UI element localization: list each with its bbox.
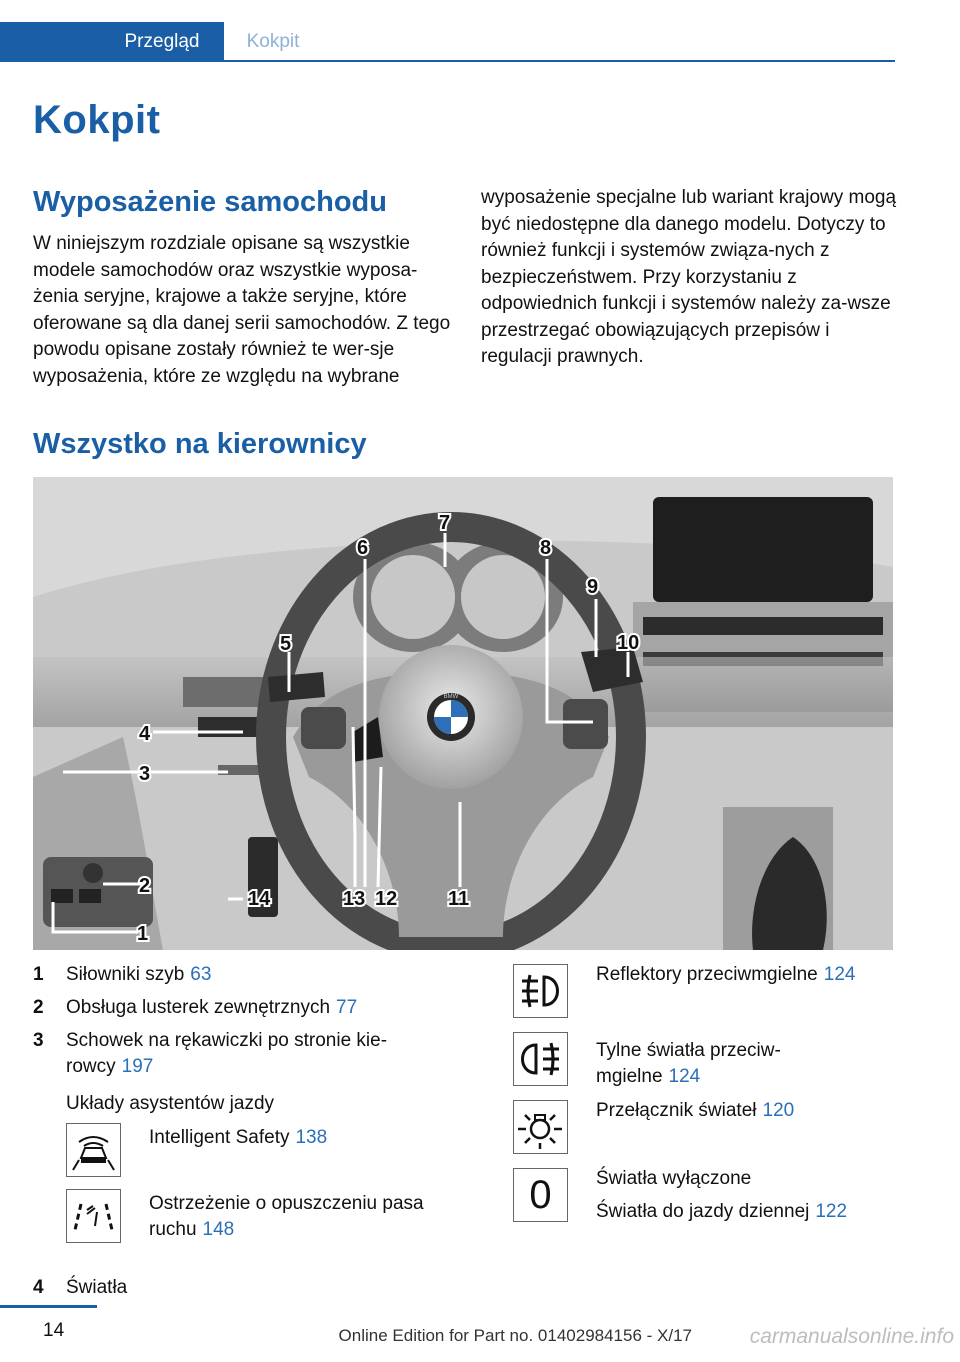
zero-icon: 0	[513, 1168, 568, 1222]
tab-przeglad[interactable]: Przegląd	[100, 22, 224, 60]
cockpit-illustration	[33, 477, 893, 950]
page-ref[interactable]: 124	[823, 964, 856, 985]
front-fog-row	[513, 962, 943, 1030]
lane-departure-text: Ostrzeżenie o opuszczeniu pasa ruchu 148	[149, 1193, 424, 1240]
legend-right	[513, 962, 943, 1234]
callout-9: 9	[587, 576, 599, 598]
page-ref[interactable]: 63	[190, 964, 212, 985]
legend-left	[33, 962, 463, 1305]
page-ref[interactable]: 148	[202, 1219, 235, 1240]
intelligent-safety-icon	[66, 1123, 121, 1177]
page-ref[interactable]: 120	[762, 1100, 795, 1121]
edition-text: Online Edition for Part no. 01402984156 - X/17	[338, 1326, 692, 1345]
assist-heading: Układy asystentów jazdy	[66, 1093, 275, 1114]
lights-off-text: Światła wyłączone Światła do jazdy dziennej 122	[596, 1168, 848, 1222]
tab-kokpit[interactable]: Kokpit	[246, 31, 300, 52]
watermark: carmanualsonline.info	[749, 1325, 954, 1348]
callout-3: 3	[139, 763, 151, 785]
page-ref[interactable]: 77	[336, 997, 358, 1018]
callout-12: 12	[375, 888, 398, 910]
equipment-text-right: wyposażenie specjalne lub wariant krajowy mogą być niedostępne dla danego modelu. Dotyczy to również funkcji i systemów związa-nych z bezpieczeństwem. Przy korzystaniu z odpowiednich funkcji i systemów należy za-wsze przestrzegać obowiązujących przepisów i regulacji prawnych.	[481, 187, 897, 367]
callout-8: 8	[540, 537, 552, 559]
callout-7: 7	[439, 512, 451, 534]
light-switch-text: Przełącznik świateł 120	[596, 1100, 795, 1121]
lane-departure-row	[33, 1189, 463, 1275]
display-screen	[653, 497, 873, 602]
callout-1: 1	[137, 923, 149, 945]
lights-off-row	[513, 1166, 943, 1234]
cockpit-svg	[33, 477, 893, 950]
callout-10: 10	[617, 632, 640, 654]
callout-11: 11	[448, 888, 470, 910]
callout-13: 13	[343, 888, 366, 910]
callout-2: 2	[139, 875, 151, 897]
callout-6: 6	[357, 537, 369, 559]
page-number: 14	[43, 1320, 65, 1341]
intelligent-safety-row	[33, 1123, 463, 1189]
front-fog-text: Reflektory przeciwmgielne 124	[596, 964, 856, 985]
callout-5: 5	[280, 633, 292, 655]
front-fog-icon	[513, 964, 568, 1018]
section-heading-steering: Wszystko na kierownicy	[33, 428, 367, 460]
callout-4: 4	[139, 723, 151, 745]
light-switch-icon	[513, 1100, 568, 1154]
legend-item-3: 3 Schowek na rękawiczki po stronie kie- rowcy 197	[33, 1030, 388, 1077]
section-heading-equipment: Wyposażenie samochodu	[33, 186, 387, 218]
legend-item-1: 1 Siłowniki szyb 63	[33, 964, 212, 985]
page-ref[interactable]: 197	[121, 1056, 154, 1077]
rear-fog-icon	[513, 1032, 568, 1086]
rear-fog-text: Tylne światła przeciw- mgielne 124	[596, 1040, 781, 1087]
page-title: Kokpit	[33, 98, 161, 142]
footer-rule	[0, 1305, 97, 1308]
header-bar	[0, 22, 100, 60]
rear-fog-row	[513, 1030, 943, 1098]
page-ref[interactable]: 138	[295, 1127, 328, 1148]
equipment-text-left: W niniejszym rozdziale opisane są wszystkie modele samochodów oraz wszystkie wyposa-żenia seryjne, krajowe a także seryjne, które oferowane są dla danej serii samochodów. Z tego powodu opisane zostały również te wer-sje wyposażenia, które ze względu na wybrane	[33, 233, 451, 387]
legend-item-4: 4 Światła	[33, 1277, 128, 1298]
lane-departure-icon	[66, 1189, 121, 1243]
legend-item-2: 2 Obsługa lusterek zewnętrznych 77	[33, 997, 358, 1018]
header-tabs	[0, 22, 895, 62]
bmw-logo-letters: BMW	[443, 694, 459, 700]
intelligent-safety-text: Intelligent Safety 138	[149, 1127, 328, 1148]
page-ref[interactable]: 124	[668, 1066, 701, 1087]
page-ref[interactable]: 122	[815, 1201, 848, 1222]
callout-14: 14	[248, 888, 271, 910]
light-switch-row	[513, 1098, 943, 1166]
